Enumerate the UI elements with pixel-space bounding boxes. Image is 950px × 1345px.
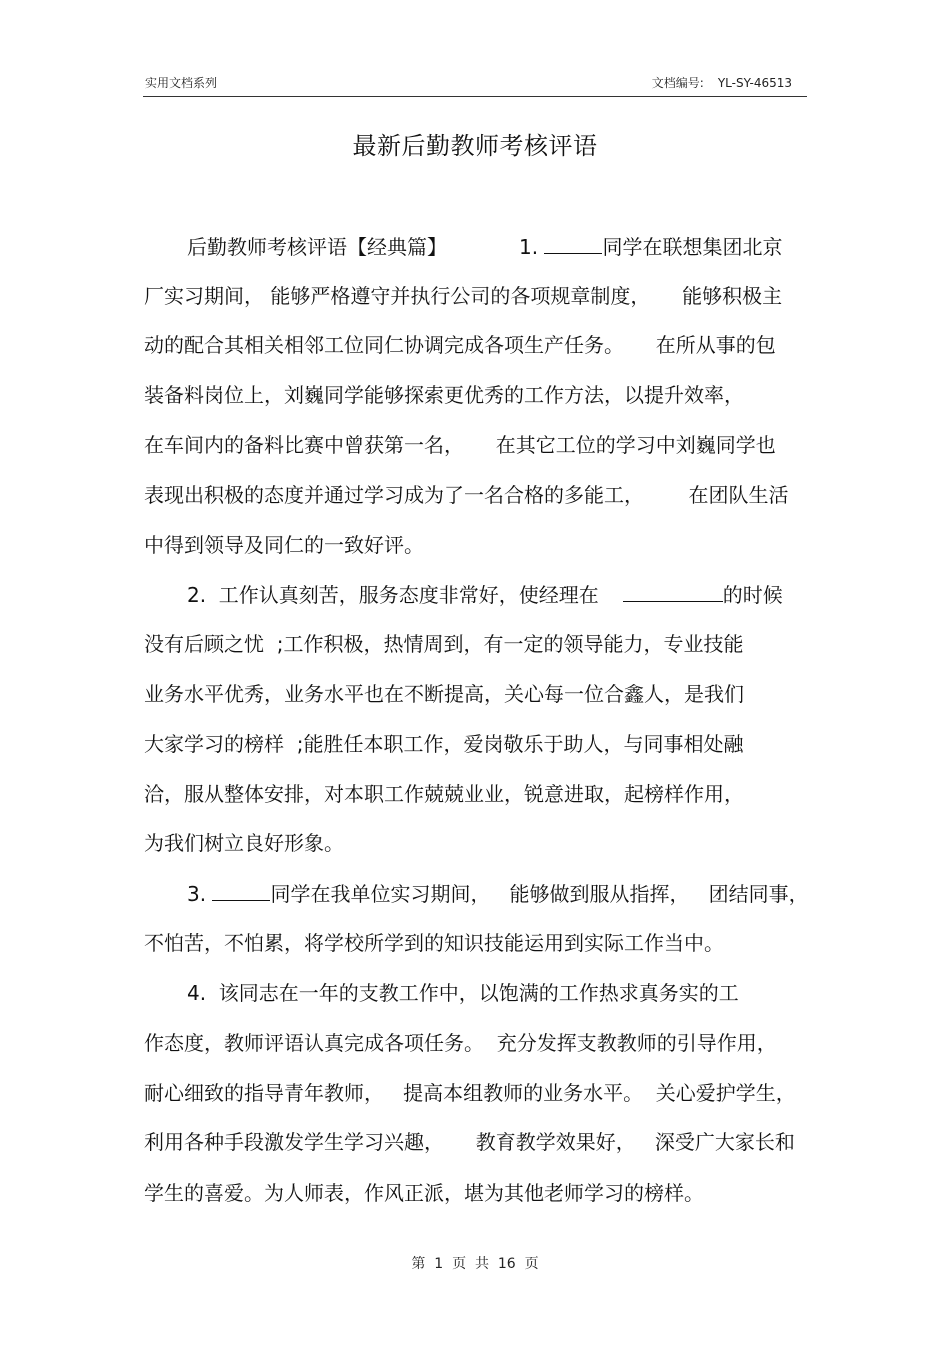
paragraph-1-line-6: 表现出积极的态度并通过学习成为了一名合格的多能工， 在团队生活 xyxy=(144,483,789,507)
paragraph-4-line-3: 耐心细致的指导青年教师， 提高本组教师的业务水平。 关心爱护学生， xyxy=(144,1081,796,1105)
paragraph-2-line-1: 2. 工作认真刻苦，服务态度非常好，使经理在 的时候 xyxy=(187,583,783,607)
fill-blank xyxy=(212,880,270,901)
paragraph-1-line-7: 中得到领导及同仁的一致好评。 xyxy=(144,533,424,557)
document-code xyxy=(652,75,792,91)
paragraph-2-line-3: 业务水平优秀，业务水平也在不断提高，关心每一位合鑫人，是我们 xyxy=(144,682,744,706)
paragraph-1-line-1: 后勤教师考核评语【经典篇】 1. 同学在联想集团北京 xyxy=(187,235,783,259)
paragraph-2-line-2: 没有后顾之忧 ;工作积极，热情周到，有一定的领导能力，专业技能 xyxy=(144,632,744,656)
document-series-label: 实用文档系列 xyxy=(145,76,218,90)
fill-blank xyxy=(623,581,723,602)
paragraph-1-line-3: 动的配合其相关相邻工位同仁协调完成各项生产任务。 在所从事的包 xyxy=(144,333,776,357)
section-heading: 后勤教师考核评语【经典篇】 xyxy=(187,235,447,259)
paragraph-4-line-4: 利用各种手段激发学生学习兴趣， 教育教学效果好， 深受广大家长和 xyxy=(144,1130,795,1154)
paragraph-3-line-1: 3. 同学在我单位实习期间， 能够做到服从指挥， 团结同事， xyxy=(187,882,809,906)
paragraph-3-line-2: 不怕苦，不怕累，将学校所学到的知识技能运用到实际工作当中。 xyxy=(144,931,724,955)
fill-blank xyxy=(544,233,602,254)
paragraph-1-line-4: 装备料岗位上，刘巍同学能够探索更优秀的工作方法，以提升效率， xyxy=(144,383,744,407)
paragraph-1-line-5: 在车间内的备料比赛中曾获第一名， 在其它工位的学习中刘巍同学也 xyxy=(144,433,776,457)
document-code-value: YL-SY-46513 xyxy=(717,76,792,90)
document-code-label: 文档编号: xyxy=(651,76,704,90)
header-divider xyxy=(143,96,807,97)
paragraph-2-line-4: 大家学习的榜样 ;能胜任本职工作，爱岗敬乐于助人，与同事相处融 xyxy=(144,732,744,756)
paragraph-2-line-6: 为我们树立良好形象。 xyxy=(144,831,344,855)
paragraph-2-line-5: 洽，服从整体安排，对本职工作兢兢业业，锐意进取，起榜样作用， xyxy=(144,782,744,806)
page-number: 第 1 页 共 16 页 xyxy=(411,1256,539,1272)
paragraph-4-line-1: 4. 该同志在一年的支教工作中，以饱满的工作热求真务实的工 xyxy=(187,981,739,1005)
document-title: 最新后勤教师考核评语 xyxy=(352,132,598,160)
paragraph-4-line-2: 作态度，教师评语认真完成各项任务。 充分发挥支教教师的引导作用， xyxy=(144,1031,777,1055)
paragraph-4-line-5: 学生的喜爱。为人师表，作风正派，堪为其他老师学习的榜样。 xyxy=(144,1181,704,1205)
paragraph-1-line-2: 厂实习期间， 能够严格遵守并执行公司的各项规章制度， 能够积极主 xyxy=(144,284,783,308)
